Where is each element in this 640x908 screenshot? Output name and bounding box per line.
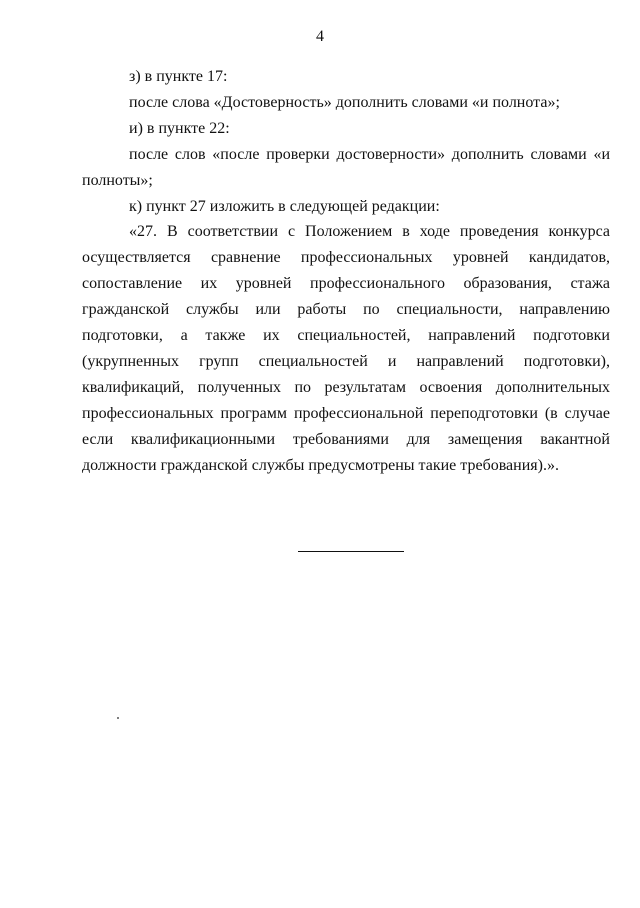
paragraph-amend-17: после слова «Достоверность» дополнить словами «и полнота»; <box>129 93 560 111</box>
scan-speck <box>117 717 119 719</box>
document-body <box>82 64 610 479</box>
end-separator-line <box>298 551 404 552</box>
paragraph-item-k: к) пункт 27 изложить в следующей редакции: <box>129 197 440 215</box>
paragraph-item-i: и) в пункте 22: <box>129 119 230 137</box>
paragraph-item-z: з) в пункте 17: <box>129 68 228 85</box>
page-number: 4 <box>316 28 324 45</box>
paragraph-new-27: «27. В соответствии с Положением в ходе проведения конкурса осуществляется сравнение профессиональных уровней кандидатов, сопоставление их уровней профессионального образования, стажа гражданской службы или работы по специальности, направлению подготовки, а также их специальностей, направлений подготовки (укрупненных групп специальностей и направлений подготовки), квалификаций, полученных по результатам освоения дополнительных профессиональных программ профессиональной переподготовки (в случае если квалификационными требованиями для замещения вакантной должности гражданской службы предусмотрены такие требования).». <box>82 223 610 474</box>
paragraph-amend-22: после слов «после проверки достоверности» дополнить словами «и полноты»; <box>82 145 610 189</box>
